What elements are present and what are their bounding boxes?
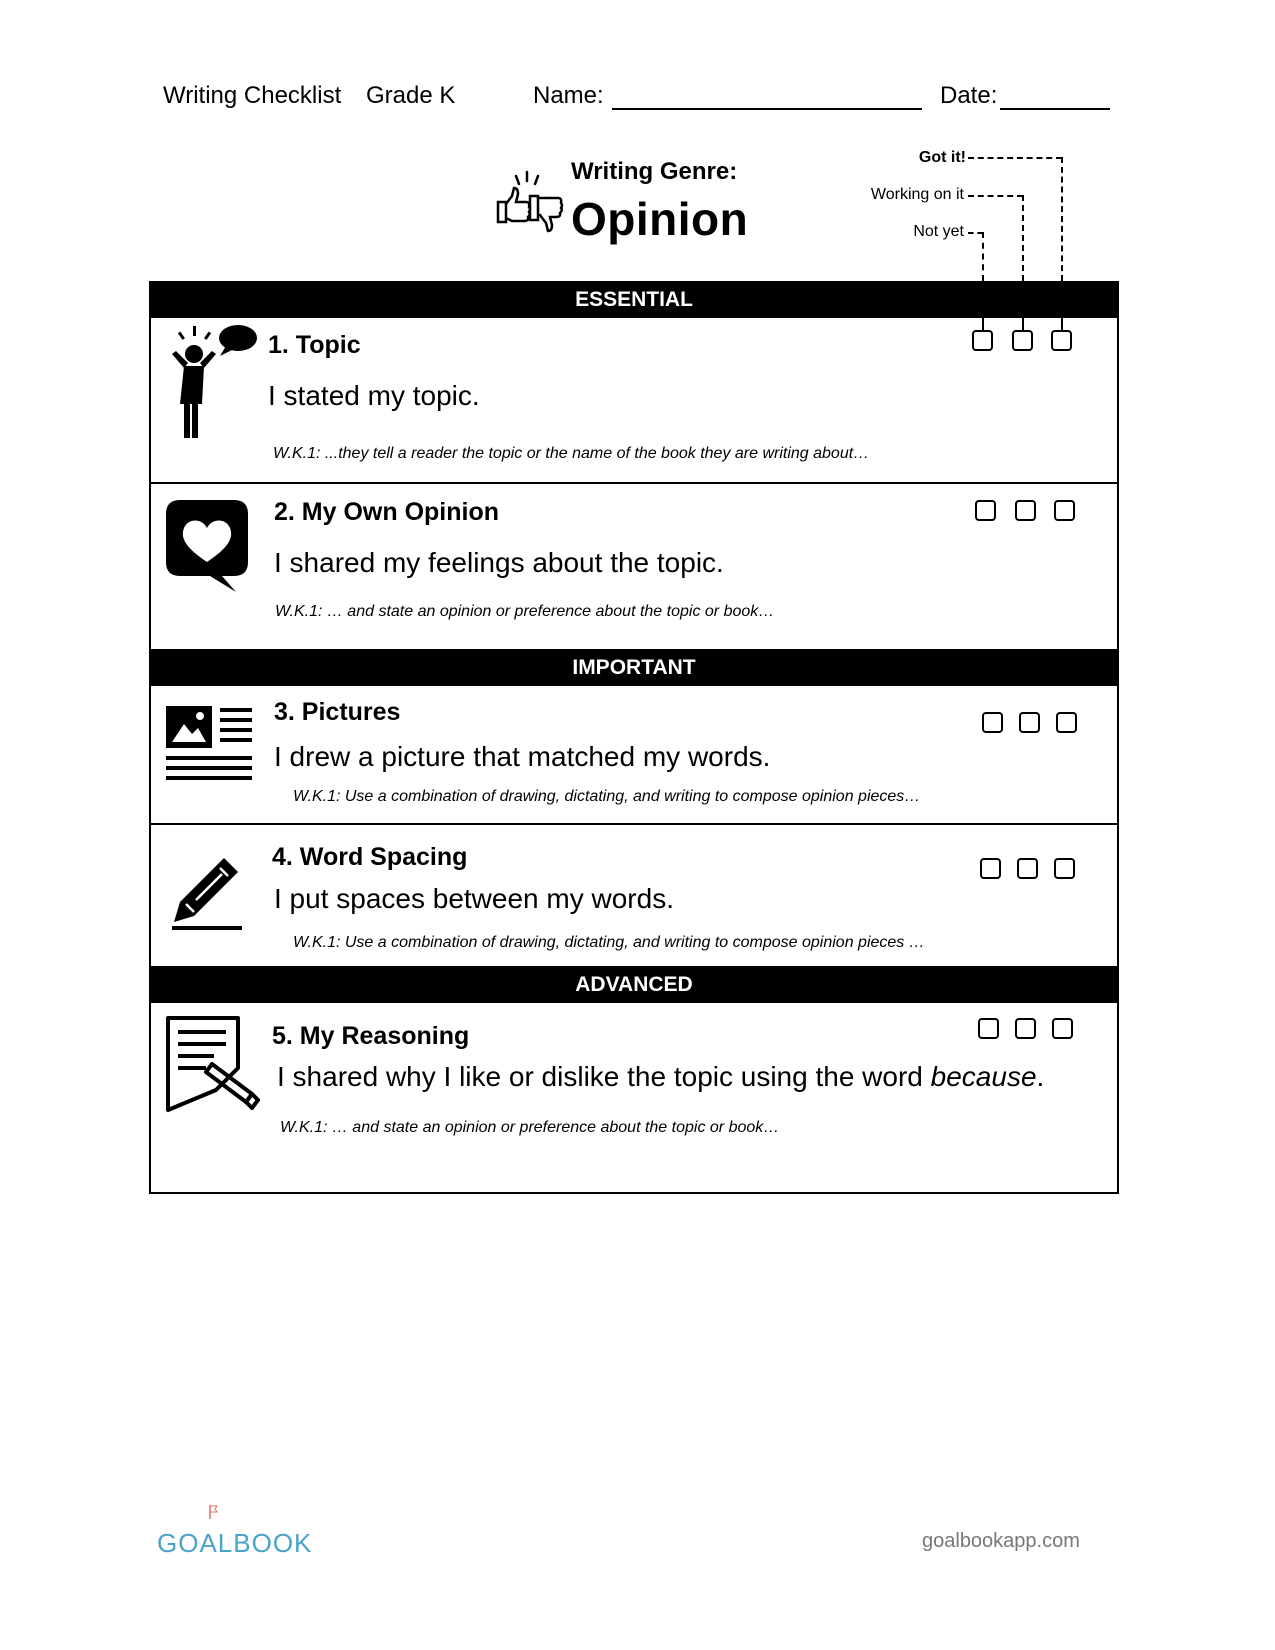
worksheet-title: Writing Checklist [163, 82, 342, 109]
item-4-title: 4. Word Spacing [272, 843, 468, 871]
date-label: Date: [940, 82, 998, 109]
grade-label: Grade K [366, 82, 456, 109]
item-2-statement: I shared my feelings about the topic. [274, 547, 724, 578]
row-divider [149, 482, 1119, 484]
legend-working-on-it: Working on it [870, 186, 964, 203]
checklist-table [149, 281, 1119, 1194]
flag-icon [208, 1505, 218, 1519]
item-3-title: 3. Pictures [274, 698, 401, 726]
thumbs-up-down-icon [494, 170, 566, 236]
item-5-statement-emphasis: because [930, 1061, 1037, 1092]
item-1-standard: W.K.1: ...they tell a reader the topic or the name of the book they are writing about… [273, 445, 870, 462]
item-4-not-yet-checkbox[interactable] [980, 858, 1001, 879]
item-5-statement-period: . [1036, 1061, 1045, 1092]
website-link[interactable]: goalbookapp.com [922, 1530, 1080, 1552]
legend-connector-got-it [968, 157, 1062, 159]
item-4-got-it-checkbox[interactable] [1054, 858, 1075, 879]
section-important: IMPORTANT [149, 649, 1119, 686]
item-5-standard: W.K.1: … and state an opinion or preference about the topic or book… [280, 1119, 780, 1136]
item-3-statement: I drew a picture that matched my words. [274, 741, 771, 772]
date-field-line[interactable] [1000, 108, 1110, 110]
item-3-standard: W.K.1: Use a combination of drawing, dictating, and writing to compose opinion pieces… [293, 788, 921, 805]
item-1-working-checkbox[interactable] [1012, 330, 1033, 351]
item-2-not-yet-checkbox[interactable] [975, 500, 996, 521]
item-1-title: 1. Topic [268, 331, 361, 359]
item-4-working-checkbox[interactable] [1017, 858, 1038, 879]
row-divider [149, 823, 1119, 825]
person-speaking-icon [168, 320, 262, 442]
item-2-working-checkbox[interactable] [1015, 500, 1036, 521]
legend-connector-got-it-v [1061, 157, 1063, 281]
item-3-working-checkbox[interactable] [1019, 712, 1040, 733]
item-5-got-it-checkbox[interactable] [1052, 1018, 1073, 1039]
item-5-title: 5. My Reasoning [272, 1022, 470, 1050]
item-5-statement-text: I shared why I like or dislike the topic using the word [277, 1061, 931, 1092]
item-2-standard: W.K.1: … and state an opinion or preference about the topic or book… [275, 603, 775, 620]
legend-connector-not-yet [968, 232, 983, 234]
genre-title: Opinion [571, 193, 749, 245]
item-5-statement [277, 1061, 1044, 1093]
legend-connector-not-yet-v [982, 232, 984, 281]
picture-with-text-icon [166, 706, 254, 786]
document-with-pen-icon [166, 1016, 262, 1114]
genre-label: Writing Genre: [571, 158, 738, 185]
item-2-title: 2. My Own Opinion [274, 498, 499, 526]
goalbook-logo: GOALBOOK [157, 1528, 313, 1558]
legend-got-it: Got it! [918, 149, 966, 166]
item-1-got-it-checkbox[interactable] [1051, 330, 1072, 351]
item-1-not-yet-checkbox[interactable] [972, 330, 993, 351]
name-field-line[interactable] [612, 108, 922, 110]
item-2-got-it-checkbox[interactable] [1054, 500, 1075, 521]
item-5-working-checkbox[interactable] [1015, 1018, 1036, 1039]
item-4-standard: W.K.1: Use a combination of drawing, dictating, and writing to compose opinion pieces … [293, 934, 925, 951]
item-3-got-it-checkbox[interactable] [1056, 712, 1077, 733]
section-essential: ESSENTIAL [149, 281, 1119, 318]
legend-connector-working-v [1022, 195, 1024, 281]
section-advanced: ADVANCED [149, 966, 1119, 1003]
item-3-not-yet-checkbox[interactable] [982, 712, 1003, 733]
legend-not-yet: Not yet [913, 223, 964, 240]
heart-speech-bubble-icon [166, 500, 248, 592]
legend-connector-working [968, 195, 1023, 197]
name-label: Name: [533, 82, 604, 109]
item-1-statement: I stated my topic. [268, 380, 480, 411]
item-5-not-yet-checkbox[interactable] [978, 1018, 999, 1039]
item-4-statement: I put spaces between my words. [274, 883, 674, 914]
pencil-icon [172, 856, 246, 930]
